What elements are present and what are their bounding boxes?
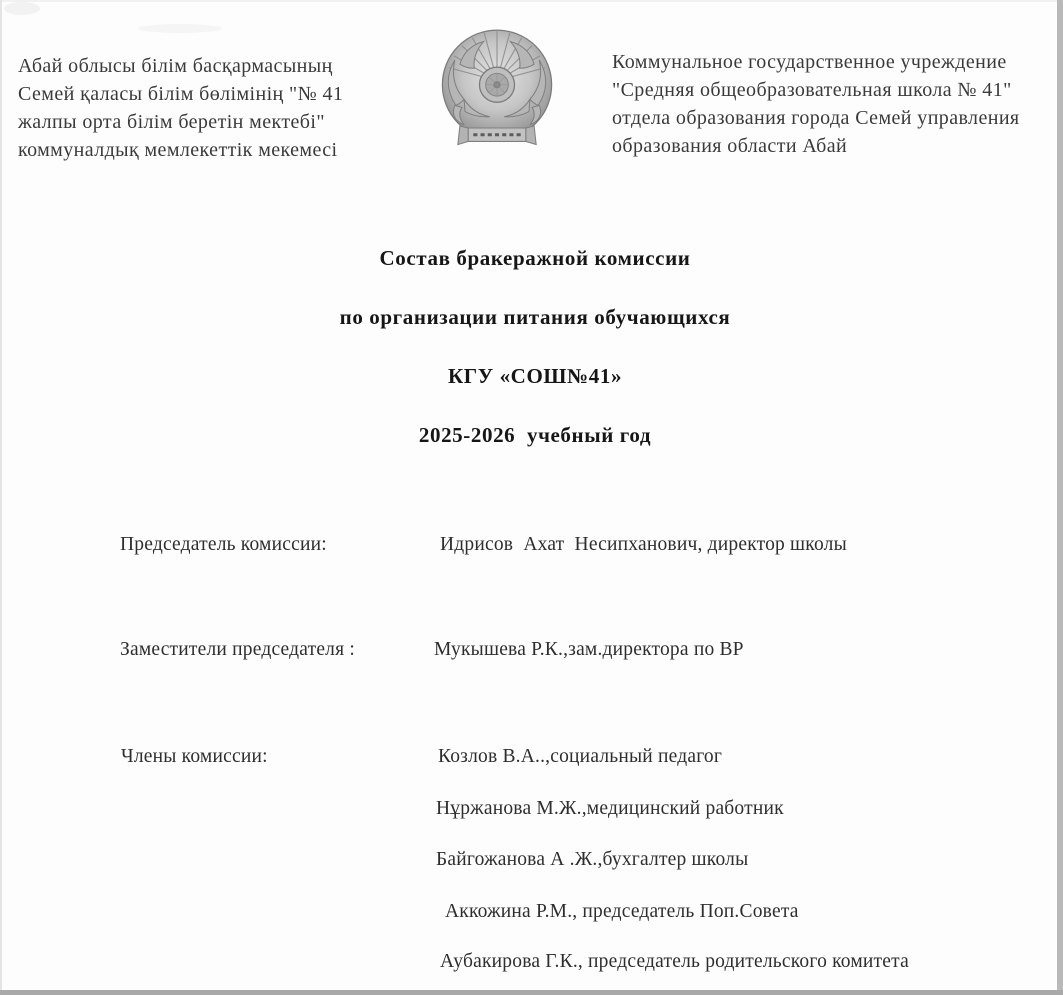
org-name-kazakh [18,52,423,164]
scan-smudge [4,2,40,15]
scan-edge-top [0,0,1063,2]
member-item: Байгожанова А .Ж.,бухгалтер школы [436,849,749,870]
chair-value: Идрисов Ахат Несипханович, директор школы [440,534,847,555]
members-label: Члены комиссии: [121,746,268,767]
chair-label: Председатель комиссии: [120,534,327,555]
member-item: Аккожина Р.М., председатель Поп.Совета [445,901,799,922]
org-ru-line: "Средняя общеобразовательная школа № 41" [612,79,1012,101]
title-line-3: КГУ «СОШ№41» [447,364,623,388]
scan-edge-right [1057,0,1063,995]
org-ru-line: Коммунальное государственное учреждение [612,51,1007,73]
member-item: Козлов В.А..,социальный педагог [438,746,723,767]
org-kk-line: Абай облысы білім басқармасының [18,55,333,77]
scan-edge-left [0,0,2,995]
member-item: Нұржанова М.Ж.,медицинский работник [436,798,784,819]
scan-edge-bottom [0,990,1063,995]
org-kk-line: коммуналдық мемлекеттік мекемесі [18,139,338,161]
org-kk-line: жалпы орта білім беретін мектебі" [18,111,325,133]
title-line-2: по организации питания обучающихся [339,305,731,329]
document-title-block [20,246,1050,482]
title-line-1: Состав бракеражной комиссии [379,246,691,270]
org-ru-line: отдела образования города Семей управления [612,107,1020,129]
org-ru-line: образования области Абай [612,135,848,157]
deputy-label: Заместители председателя : [120,639,355,660]
kazakhstan-coat-of-arms-icon [430,20,564,166]
org-kk-line: Семей қаласы білім бөлімінің "№ 41 [18,83,344,105]
title-line-4: 2025-2026 учебный год [418,423,652,447]
org-name-russian [612,48,1052,160]
scan-smudge [138,24,222,33]
deputy-value: Мукышева Р.К.,зам.директора по ВР [434,639,744,660]
member-item: Аубакирова Г.К., председатель родительского комитета [440,951,909,972]
